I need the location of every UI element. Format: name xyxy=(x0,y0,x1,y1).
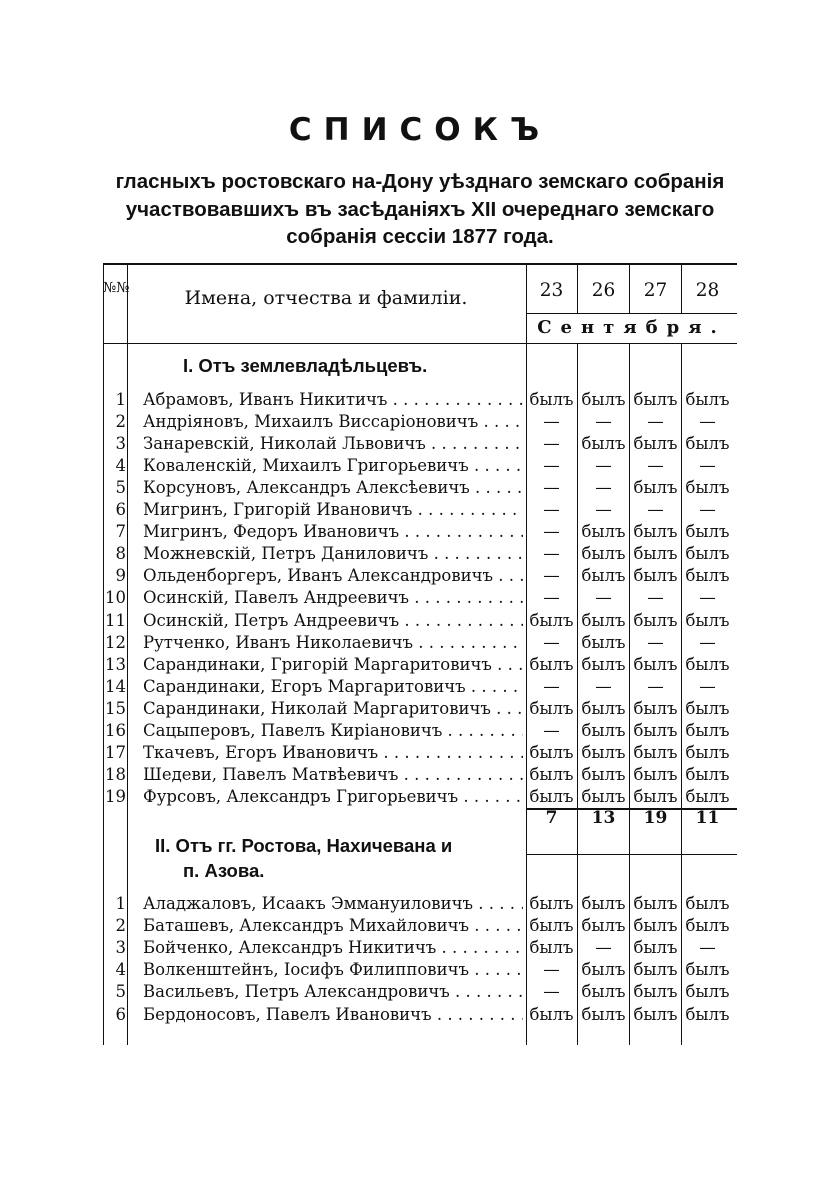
attendance-mark: былъ xyxy=(633,522,678,542)
attendance-mark: былъ xyxy=(633,390,678,409)
attendance-mark: былъ xyxy=(529,764,574,784)
section-heading: I. Отъ землевладѣльцевъ. xyxy=(183,355,428,376)
member-name: Аладжаловъ, Исаакъ Эммануиловичъ . . . xyxy=(143,893,523,915)
member-name: Сарандинаки, Николай Маргаритовичъ . . . xyxy=(143,698,523,720)
attendance-mark: былъ xyxy=(685,960,730,980)
row-number: 9 xyxy=(115,566,126,586)
attendance-mark: былъ xyxy=(529,916,574,936)
attendance-mark: былъ xyxy=(685,434,730,454)
attendance-mark: былъ xyxy=(685,742,730,762)
attendance-mark: былъ xyxy=(581,390,626,409)
attendance-mark: былъ xyxy=(685,654,730,674)
row-number: 4 xyxy=(115,960,126,980)
attendance-mark: — xyxy=(647,632,664,652)
date-header: 19 xyxy=(643,808,668,828)
attendance-mark: былъ xyxy=(685,522,730,542)
table-row xyxy=(103,389,737,411)
member-name: Рутченко, Иванъ Николаевичъ . . . xyxy=(143,632,523,654)
attendance-mark: — xyxy=(647,412,664,432)
table-row xyxy=(103,1004,737,1026)
attendance-mark: — xyxy=(543,434,560,454)
row-number: 1 xyxy=(115,894,126,913)
row-number: 10 xyxy=(105,588,126,608)
table-row xyxy=(103,632,737,654)
attendance-mark: былъ xyxy=(633,764,678,784)
table-row xyxy=(103,676,737,698)
attendance-mark: былъ xyxy=(633,698,678,718)
attendance-mark: былъ xyxy=(685,916,730,936)
row-number: 14 xyxy=(105,676,126,696)
member-name: Можневскій, Петръ Даниловичъ . . . xyxy=(143,543,523,565)
attendance-mark: былъ xyxy=(529,610,574,630)
attendance-mark: былъ xyxy=(581,764,626,784)
attendance-mark: былъ xyxy=(633,786,678,806)
date-header: 26 xyxy=(591,280,616,301)
row-number: 18 xyxy=(105,764,126,784)
attendance-mark: — xyxy=(543,412,560,432)
attendance-mark: былъ xyxy=(529,654,574,674)
date-header: 27 xyxy=(643,280,668,301)
attendance-mark: — xyxy=(595,938,612,958)
attendance-mark: — xyxy=(543,456,560,476)
table-row xyxy=(103,937,737,959)
attendance-mark: былъ xyxy=(581,786,626,806)
document-title: СПИСОКЪ xyxy=(288,112,552,148)
attendance-mark: — xyxy=(543,960,560,980)
attendance-mark: былъ xyxy=(633,982,678,1002)
attendance-mark: былъ xyxy=(581,916,626,936)
attendance-table xyxy=(103,263,737,1045)
attendance-mark: — xyxy=(699,676,716,696)
attendance-mark: — xyxy=(595,500,612,520)
attendance-mark: — xyxy=(595,412,612,432)
row-number: 13 xyxy=(105,654,126,674)
date-header: 13 xyxy=(591,808,616,828)
member-name: Корсуновъ, Александръ Алексѣевичъ . . . xyxy=(143,477,523,499)
member-name: Ткачевъ, Егоръ Ивановичъ . . . xyxy=(143,742,523,764)
month-header: Сентября. xyxy=(537,317,726,338)
attendance-mark: былъ xyxy=(685,610,730,630)
member-name: Волкенштейнъ, Іосифъ Филипповичъ . . . xyxy=(143,959,523,981)
date-header: 11 xyxy=(695,808,720,828)
member-name: Сацыперовъ, Павелъ Киріановичъ . . . xyxy=(143,720,523,742)
attendance-mark: былъ xyxy=(633,610,678,630)
attendance-mark: — xyxy=(543,566,560,586)
member-name: Баташевъ, Александръ Михайловичъ . . . xyxy=(143,915,523,937)
attendance-mark: былъ xyxy=(581,894,626,913)
attendance-mark: былъ xyxy=(581,960,626,980)
attendance-mark: — xyxy=(543,588,560,608)
attendance-mark: былъ xyxy=(529,742,574,762)
row-number: 6 xyxy=(115,500,126,520)
attendance-mark: былъ xyxy=(633,720,678,740)
attendance-mark: былъ xyxy=(581,522,626,542)
table-top-rule xyxy=(103,263,737,265)
attendance-mark: былъ xyxy=(581,632,626,652)
attendance-mark: — xyxy=(699,588,716,608)
attendance-mark: былъ xyxy=(633,566,678,586)
table-row xyxy=(103,742,737,764)
row-number: 4 xyxy=(115,456,126,476)
section-heading: п. Азова. xyxy=(183,860,265,881)
attendance-mark: былъ xyxy=(581,742,626,762)
attendance-mark: былъ xyxy=(685,720,730,740)
attendance-mark: — xyxy=(595,676,612,696)
attendance-mark: — xyxy=(543,544,560,564)
attendance-mark: былъ xyxy=(685,1004,730,1024)
number-column-header: №№ xyxy=(103,280,130,296)
attendance-mark: былъ xyxy=(685,566,730,586)
row-number: 3 xyxy=(115,938,126,958)
table-row xyxy=(103,698,737,720)
member-name: Фурсовъ, Александръ Григорьевичъ . . . xyxy=(143,786,523,808)
table-row xyxy=(103,543,737,565)
member-name: Занаревскій, Николай Львовичъ . . . xyxy=(143,433,523,455)
attendance-mark: — xyxy=(543,632,560,652)
attendance-mark: — xyxy=(543,478,560,498)
attendance-mark: былъ xyxy=(581,982,626,1002)
section-heading: II. Отъ гг. Ростова, Нахичевана и xyxy=(155,835,453,856)
attendance-mark: былъ xyxy=(633,544,678,564)
row-number: 16 xyxy=(105,720,126,740)
attendance-mark: — xyxy=(647,456,664,476)
attendance-mark: былъ xyxy=(581,610,626,630)
member-name: Сарандинаки, Григорій Маргаритовичъ . . . xyxy=(143,654,523,676)
attendance-mark: — xyxy=(543,676,560,696)
attendance-mark: былъ xyxy=(581,1004,626,1024)
table-row xyxy=(103,959,737,981)
table-row xyxy=(103,477,737,499)
attendance-mark: — xyxy=(543,500,560,520)
member-name: Шедеви, Павелъ Матвѣевичъ . . . xyxy=(143,764,523,786)
member-name: Абрамовъ, Иванъ Никитичъ . . . xyxy=(143,389,523,411)
row-number: 7 xyxy=(115,522,126,542)
attendance-mark: былъ xyxy=(685,982,730,1002)
table-row xyxy=(103,981,737,1003)
attendance-mark: былъ xyxy=(633,960,678,980)
attendance-mark: былъ xyxy=(529,938,574,958)
attendance-mark: — xyxy=(647,588,664,608)
row-number: 5 xyxy=(115,982,126,1002)
attendance-mark: былъ xyxy=(581,698,626,718)
date-header: 28 xyxy=(695,280,720,301)
table-row xyxy=(103,610,737,632)
attendance-mark: — xyxy=(699,456,716,476)
attendance-mark: — xyxy=(647,500,664,520)
document-subtitle xyxy=(100,168,740,251)
attendance-mark: былъ xyxy=(685,894,730,913)
attendance-mark: — xyxy=(595,456,612,476)
attendance-mark: былъ xyxy=(685,544,730,564)
table-row xyxy=(103,786,737,808)
attendance-mark: — xyxy=(647,676,664,696)
member-name: Осинскій, Павелъ Андреевичъ . . . xyxy=(143,587,523,609)
attendance-mark: былъ xyxy=(633,654,678,674)
table-row xyxy=(103,499,737,521)
row-number: 17 xyxy=(105,742,126,762)
row-number: 19 xyxy=(105,786,126,806)
attendance-mark: былъ xyxy=(685,698,730,718)
attendance-mark: — xyxy=(699,938,716,958)
member-name: Коваленскій, Михаилъ Григорьевичъ . . . xyxy=(143,455,523,477)
date-header: 23 xyxy=(539,280,564,301)
table-row xyxy=(103,915,737,937)
attendance-mark: — xyxy=(543,720,560,740)
table-row xyxy=(103,893,737,915)
attendance-mark: былъ xyxy=(633,478,678,498)
attendance-mark: — xyxy=(543,522,560,542)
date-header: 7 xyxy=(545,808,558,828)
attendance-mark: былъ xyxy=(685,764,730,784)
table-row xyxy=(103,720,737,742)
attendance-mark: — xyxy=(699,632,716,652)
attendance-mark: былъ xyxy=(633,938,678,958)
section-two-date-rule xyxy=(526,854,737,855)
row-number: 12 xyxy=(105,632,126,652)
row-number: 2 xyxy=(115,412,126,432)
attendance-mark: — xyxy=(543,982,560,1002)
attendance-mark: былъ xyxy=(581,566,626,586)
month-rule xyxy=(526,313,737,314)
subtitle-line: участвовавшихъ въ засѣданіяхъ XII очереднаго земскаго xyxy=(125,197,715,221)
row-number: 5 xyxy=(115,478,126,498)
attendance-mark: — xyxy=(595,478,612,498)
member-name: Бойченко, Александръ Никитичъ . . . xyxy=(143,937,523,959)
attendance-mark: былъ xyxy=(529,1004,574,1024)
row-number: 3 xyxy=(115,434,126,454)
attendance-mark: былъ xyxy=(529,894,574,913)
row-number: 8 xyxy=(115,544,126,564)
table-row xyxy=(103,521,737,543)
table-row xyxy=(103,433,737,455)
row-number: 11 xyxy=(105,610,126,630)
row-number: 6 xyxy=(115,1004,126,1024)
attendance-mark: былъ xyxy=(633,916,678,936)
attendance-mark: — xyxy=(699,412,716,432)
attendance-mark: былъ xyxy=(685,786,730,806)
attendance-mark: былъ xyxy=(581,720,626,740)
member-name: Мигринъ, Григорій Ивановичъ . . . xyxy=(143,499,523,521)
attendance-mark: былъ xyxy=(581,434,626,454)
member-name: Осинскій, Петръ Андреевичъ . . . xyxy=(143,610,523,632)
table-row xyxy=(103,764,737,786)
row-number: 1 xyxy=(115,390,126,409)
attendance-mark: былъ xyxy=(633,742,678,762)
attendance-mark: былъ xyxy=(529,786,574,806)
table-row xyxy=(103,565,737,587)
attendance-mark: — xyxy=(595,588,612,608)
attendance-mark: — xyxy=(699,500,716,520)
attendance-mark: былъ xyxy=(581,654,626,674)
row-number: 2 xyxy=(115,916,126,936)
subtitle-line: собранія сессіи 1877 года. xyxy=(286,225,554,248)
table-row xyxy=(103,654,737,676)
attendance-mark: былъ xyxy=(581,544,626,564)
table-row xyxy=(103,587,737,609)
member-name: Ольденборгеръ, Иванъ Александровичъ . . . xyxy=(143,565,523,587)
row-number: 15 xyxy=(105,698,126,718)
attendance-mark: былъ xyxy=(685,478,730,498)
attendance-mark: былъ xyxy=(685,390,730,409)
attendance-mark: былъ xyxy=(633,1004,678,1024)
member-name: Андріяновъ, Михаилъ Виссаріоновичъ . . . xyxy=(143,411,523,433)
member-name: Бердоносовъ, Павелъ Ивановичъ . . . xyxy=(143,1004,523,1026)
member-name: Сарандинаки, Егоръ Маргаритовичъ . . . xyxy=(143,676,523,698)
table-row xyxy=(103,455,737,477)
table-row xyxy=(103,411,737,433)
member-name: Мигринъ, Федоръ Ивановичъ . . . xyxy=(143,521,523,543)
subtitle-line: гласныхъ ростовскаго на-Дону уѣзднаго земскаго собранія xyxy=(115,170,725,193)
attendance-mark: былъ xyxy=(529,390,574,409)
attendance-mark: былъ xyxy=(529,698,574,718)
attendance-mark: былъ xyxy=(633,894,678,913)
attendance-mark: былъ xyxy=(633,434,678,454)
member-name: Васильевъ, Петръ Александровичъ . . . xyxy=(143,981,523,1003)
header-rule xyxy=(103,343,737,344)
name-column-header: Имена, отчества и фамиліи. xyxy=(184,287,468,309)
